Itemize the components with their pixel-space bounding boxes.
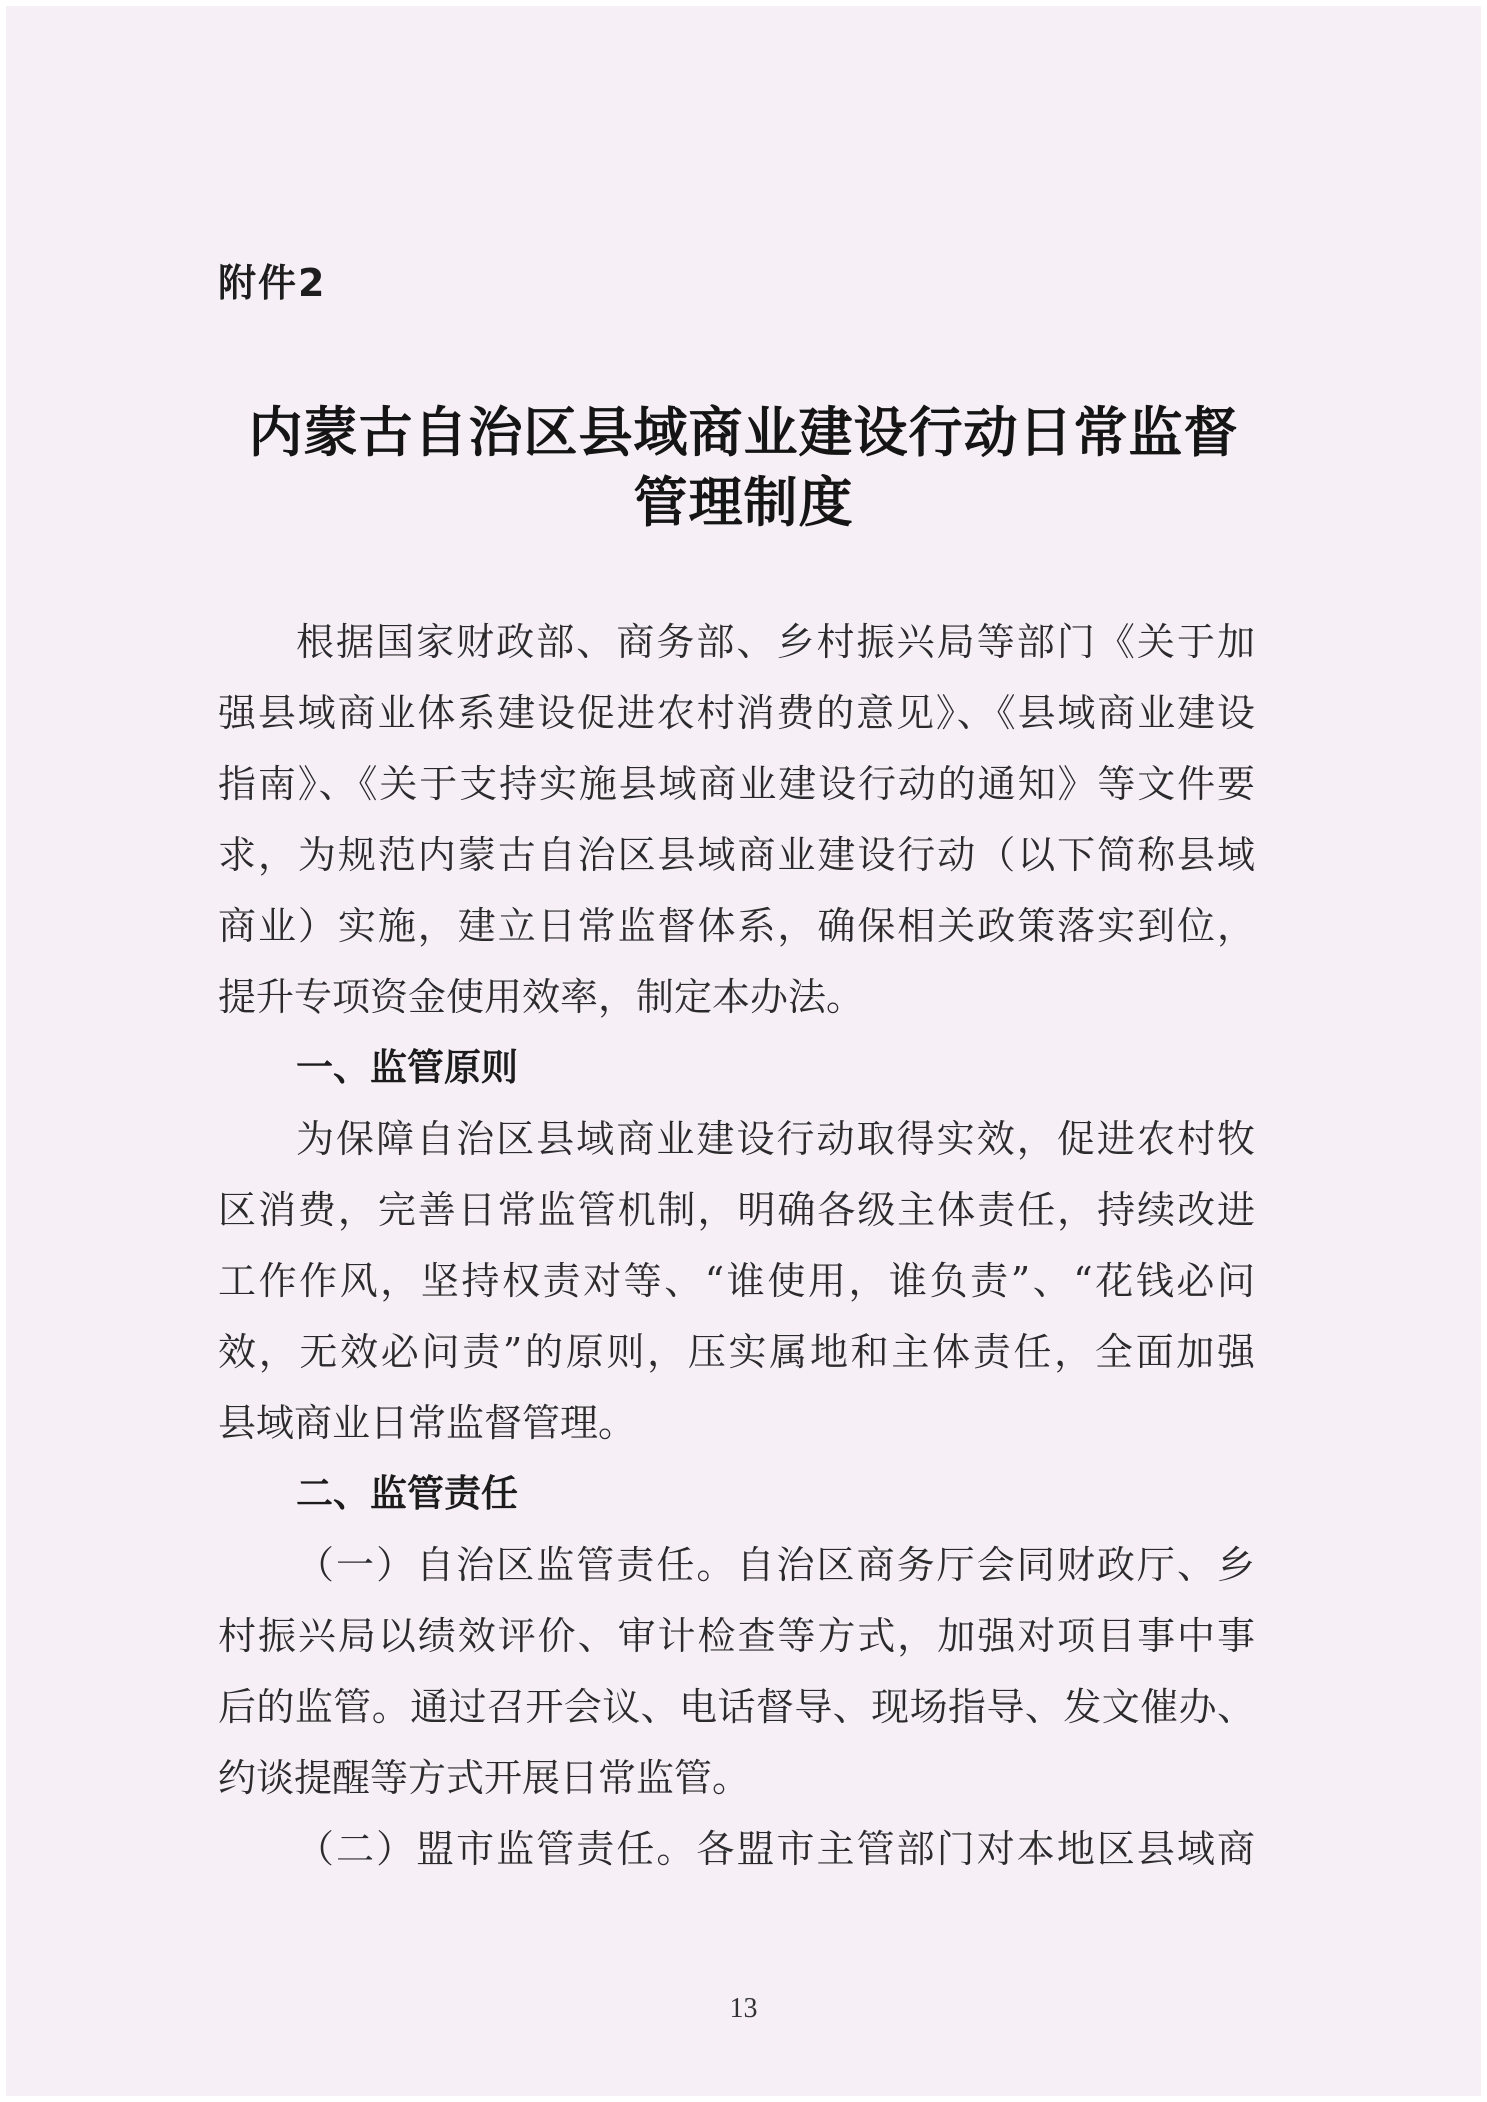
document-title-line-2: 管理制度 xyxy=(633,470,854,534)
page-number: 13 xyxy=(729,1993,758,2024)
section-1-line-5: 县域商业日常监督管理。 xyxy=(218,1401,637,1445)
section-1-line-4: 效，无效必问责”的原则，压实属地和主体责任，全面加强 xyxy=(218,1330,1255,1374)
intro-line-1: 根据国家财政部、商务部、乡村振兴局等部门《关于加 xyxy=(296,620,1255,664)
intro-line-6: 提升专项资金使用效率，制定本办法。 xyxy=(218,975,865,1019)
section-1-line-2: 区消费，完善日常监管机制，明确各级主体责任，持续改进 xyxy=(218,1188,1255,1232)
section-1-line-3: 工作作风，坚持权责对等、“谁使用，谁负责”、“花钱必问 xyxy=(218,1259,1255,1303)
intro-line-4: 求，为规范内蒙古自治区县域商业建设行动（以下简称县域 xyxy=(218,833,1255,877)
section-2-item-1-line-3: 后的监管。通过召开会议、电话督导、现场指导、发文催办、 xyxy=(218,1685,1255,1729)
attachment-label: 附件2 xyxy=(218,261,327,305)
section-2-item-2-line-1: （二）盟市监管责任。各盟市主管部门对本地区县域商 xyxy=(296,1827,1255,1871)
intro-line-3: 指南》、《关于支持实施县域商业建设行动的通知》等文件要 xyxy=(218,762,1255,806)
section-2-heading: 二、监管责任 xyxy=(296,1472,518,1515)
section-2-item-1-line-4: 约谈提醒等方式开展日常监管。 xyxy=(218,1756,751,1800)
section-1-heading: 一、监管原则 xyxy=(296,1046,518,1089)
section-2-item-1-line-2: 村振兴局以绩效评价、审计检查等方式，加强对项目事中事 xyxy=(218,1614,1255,1658)
section-2-item-1-line-1: （一）自治区监管责任。自治区商务厅会同财政厅、乡 xyxy=(296,1543,1255,1587)
intro-line-5: 商业）实施，建立日常监督体系，确保相关政策落实到位， xyxy=(218,904,1255,948)
intro-line-2: 强县域商业体系建设促进农村消费的意见》、《县域商业建设 xyxy=(218,691,1255,735)
document-title-line-1: 内蒙古自治区县域商业建设行动日常监督 xyxy=(248,400,1239,464)
section-1-line-1: 为保障自治区县域商业建设行动取得实效，促进农村牧 xyxy=(296,1117,1255,1161)
